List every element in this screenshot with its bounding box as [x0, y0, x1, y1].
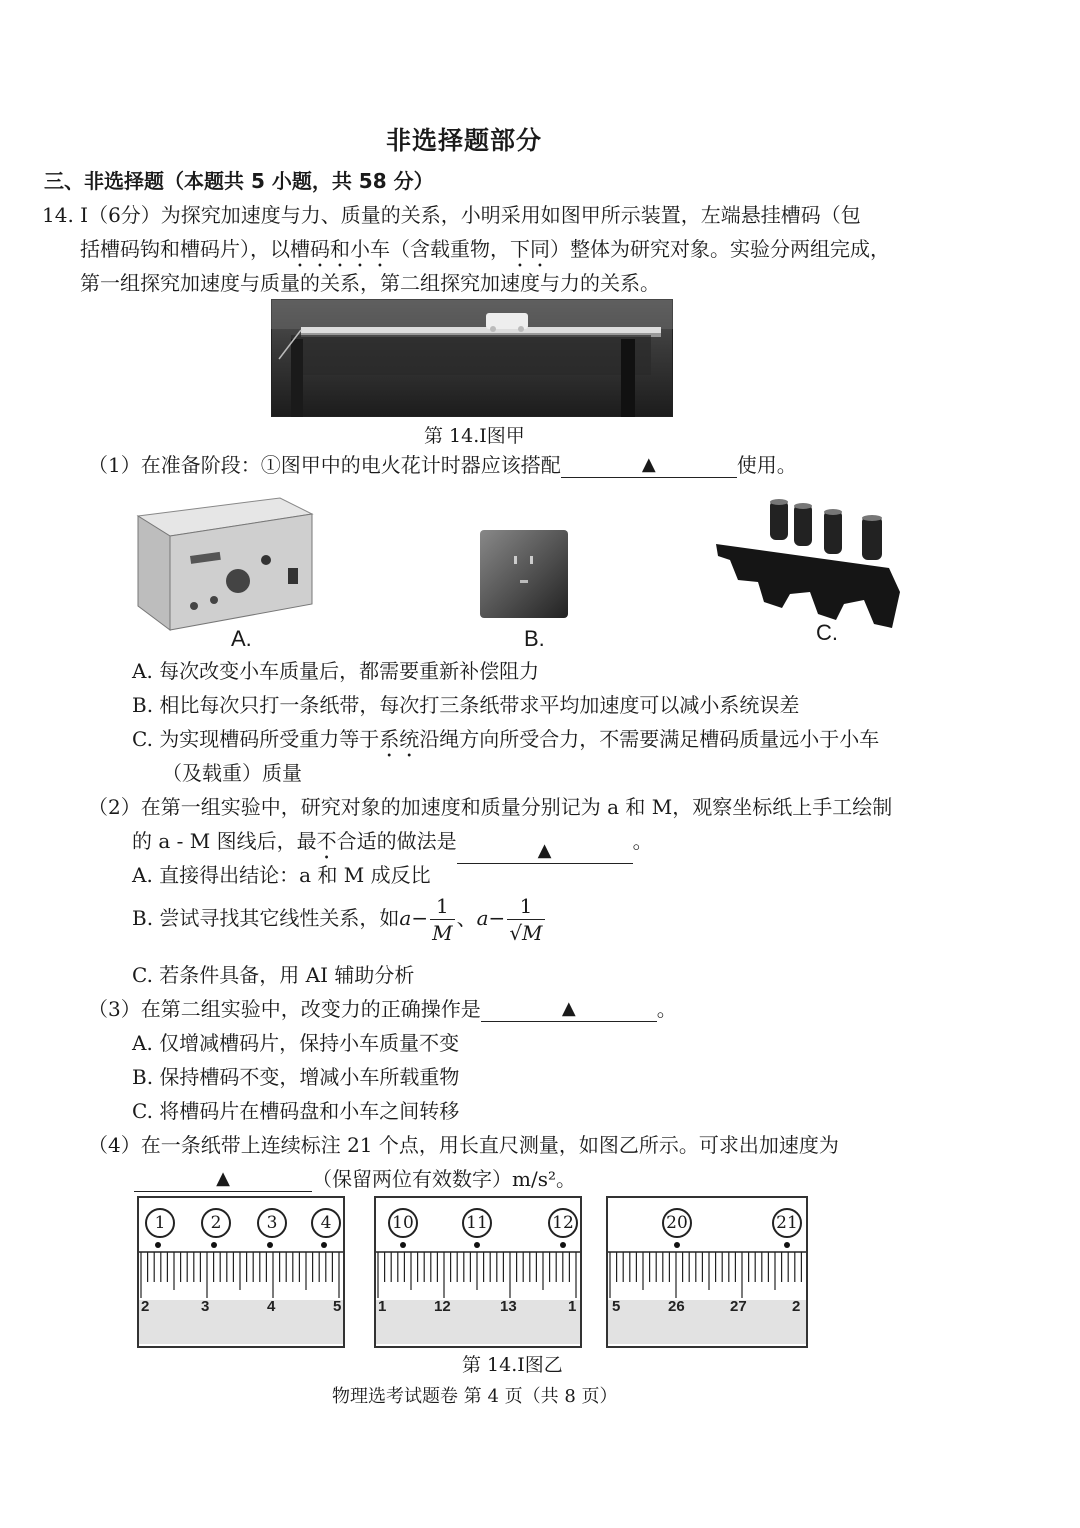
fig1-caption: 第 14.Ⅰ图甲 [424, 425, 525, 447]
scale-number: 27 [730, 1298, 747, 1315]
tape-dot [321, 1242, 327, 1248]
image-label-a: A. [231, 626, 252, 651]
tape-dot [474, 1242, 480, 1248]
point-marker: 20 [662, 1208, 692, 1238]
p1-option-a[interactable]: A. 每次改变小车质量后，都需要重新补偿阻力 [132, 659, 540, 683]
tape-dot [155, 1242, 161, 1248]
p4-stem-line2: ▲ （保留两位有效数字）m/s²。 [134, 1166, 576, 1192]
tape-dot [267, 1242, 273, 1248]
point-marker: 1 [145, 1208, 175, 1238]
apparatus-photo [271, 299, 673, 417]
image-label-b: B. [524, 626, 545, 651]
wall-socket-image [478, 528, 570, 620]
section-title: 非选择题部分 [386, 126, 543, 155]
tape-dot [400, 1242, 406, 1248]
p3-stem: （3）在第二组实验中，改变力的正确操作是 ▲ 。 [88, 997, 677, 1021]
p1-option-c[interactable]: C. 为实现槽码所受重力等于系统沿绳方向所受合力，不需要满足槽码质量远小于小车 [132, 727, 880, 751]
ruler-scale-1 [139, 1250, 343, 1344]
point-marker: 3 [257, 1208, 287, 1238]
p2-option-b[interactable]: B. 尝试寻找其它线性关系，如a− $\frac{1}{M}$ 、a− $\frac{1}{√M}$ [132, 894, 543, 945]
point-marker: 12 [548, 1208, 578, 1238]
point-marker: 4 [311, 1208, 341, 1238]
tape-dot [784, 1242, 790, 1248]
scale-number: 2 [141, 1298, 150, 1315]
section-heading: 三、非选择题（本题共 5 小题，共 58 分） [44, 169, 434, 193]
scale-number: 13 [500, 1298, 517, 1315]
scale-number: 5 [333, 1298, 342, 1315]
p2-option-c[interactable]: C. 若条件具备，用 AI 辅助分析 [132, 963, 415, 987]
p3-option-a[interactable]: A. 仅增减槽码片，保持小车质量不变 [132, 1031, 460, 1055]
p1-option-c-cont: （及载重）质量 [162, 761, 302, 785]
page-footer: 物理选考试题卷 第 4 页（共 8 页） [332, 1386, 618, 1407]
point-marker: 2 [201, 1208, 231, 1238]
ruler-body [376, 1300, 580, 1344]
p3-answer-blank[interactable]: ▲ [481, 997, 657, 1022]
power-supply-image [130, 496, 315, 646]
p2-option-a[interactable]: A. 直接得出结论：a 和 M 成反比 [132, 863, 431, 887]
scale-number: 1 [378, 1298, 387, 1315]
ruler-body [139, 1300, 343, 1344]
battery-holder-image [714, 496, 904, 636]
tape-segment-1 [137, 1196, 345, 1348]
p2-stem-line1: （2）在第一组实验中，研究对象的加速度和质量分别记为 a 和 M，观察坐标纸上手工绘制 [88, 795, 893, 819]
tape-segment-2 [374, 1196, 582, 1348]
tape-dot [674, 1242, 680, 1248]
point-marker: 10 [388, 1208, 418, 1238]
p4-stem-line1: （4）在一条纸带上连续标注 21 个点，用长直尺测量，如图乙所示。可求出加速度为 [88, 1133, 839, 1157]
tape-dot [211, 1242, 217, 1248]
p3-option-c[interactable]: C. 将槽码片在槽码盘和小车之间转移 [132, 1099, 460, 1123]
q14-line1: 14. Ⅰ（6分）为探究加速度与力、质量的关系，小明采用如图甲所示装置，左端悬挂槽码（包 [42, 203, 861, 227]
p2-stem-line2: 的 a - M 图线后，最不合适的做法是 ▲ 。 [132, 828, 653, 864]
p1-option-b[interactable]: B. 相比每次只打一条纸带，每次打三条纸带求平均加速度可以减小系统误差 [132, 693, 800, 717]
fig2-caption: 第 14.Ⅰ图乙 [462, 1354, 563, 1376]
p2-answer-blank[interactable]: ▲ [457, 839, 633, 864]
p1-stem: （1）在准备阶段：①图甲中的电火花计时器应该搭配 ▲ 使用。 [88, 453, 797, 477]
p3-option-b[interactable]: B. 保持槽码不变，增减小车所载重物 [132, 1065, 460, 1089]
point-marker: 21 [772, 1208, 802, 1238]
q14-line2: 括槽码钩和槽码片），以槽码和小车（含载重物，下同）整体为研究对象。实验分两组完成， [80, 237, 890, 261]
scale-number: 4 [267, 1298, 276, 1315]
image-label-c: C. [816, 620, 838, 645]
p1-answer-blank[interactable]: ▲ [561, 453, 737, 478]
tape-segment-3 [606, 1196, 808, 1348]
point-marker: 11 [462, 1208, 492, 1238]
scale-number: 3 [201, 1298, 210, 1315]
ruler-body [608, 1300, 806, 1344]
ruler-scale-2 [376, 1250, 580, 1344]
tape-dot [560, 1242, 566, 1248]
scale-number: 1 [568, 1298, 577, 1315]
scale-number: 2 [792, 1298, 801, 1315]
scale-number: 26 [668, 1298, 685, 1315]
q14-line3: 第一组探究加速度与质量的关系，第二组探究加速度与力的关系。 [80, 271, 660, 295]
ruler-scale-3 [608, 1250, 806, 1344]
scale-number: 12 [434, 1298, 451, 1315]
scale-number: 5 [612, 1298, 621, 1315]
p4-answer-blank[interactable]: ▲ [134, 1167, 312, 1192]
